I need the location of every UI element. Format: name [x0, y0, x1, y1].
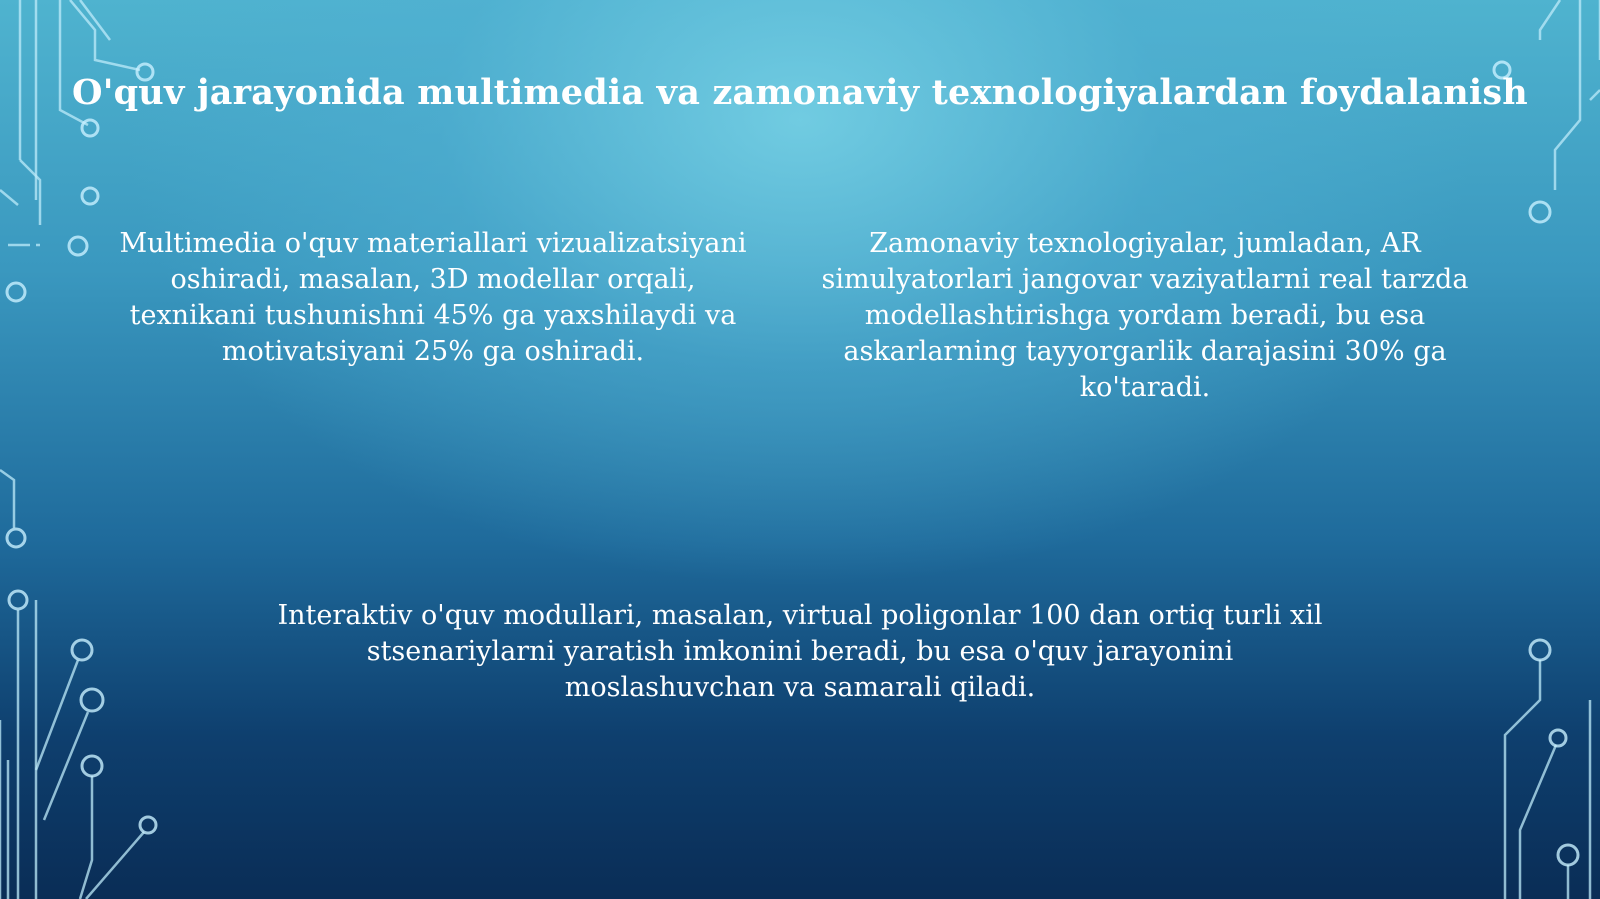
paragraph-modern-technologies: Zamonaviy texnologiyalar, jumladan, AR simulyatorlari jangovar vaziyatlarni real tarzda modellashtirishga yordam beradi, bu esa askarlarning tayyorgarlik darajasini 30% ga ko'taradi. — [821, 228, 1469, 403]
paragraph-interactive-modules: Interaktiv o'quv modullari, masalan, virtual poligonlar 100 dan ortiq turli xil stsenariylarni yaratish imkonini beradi, bu esa o'quv jarayonini moslashuvchan va samarali qiladi. — [277, 600, 1323, 703]
paragraph-multimedia: Multimedia o'quv materiallari vizualizatsiyani oshiradi, masalan, 3D modellar orqali, texnikani tushunishni 45% ga yaxshilaydi va motivatsiyani 25% ga oshiradi. — [119, 228, 747, 367]
slide-title: O'quv jarayonida multimedia va zamonaviy texnologiyalardan foydalanish — [72, 72, 1528, 113]
